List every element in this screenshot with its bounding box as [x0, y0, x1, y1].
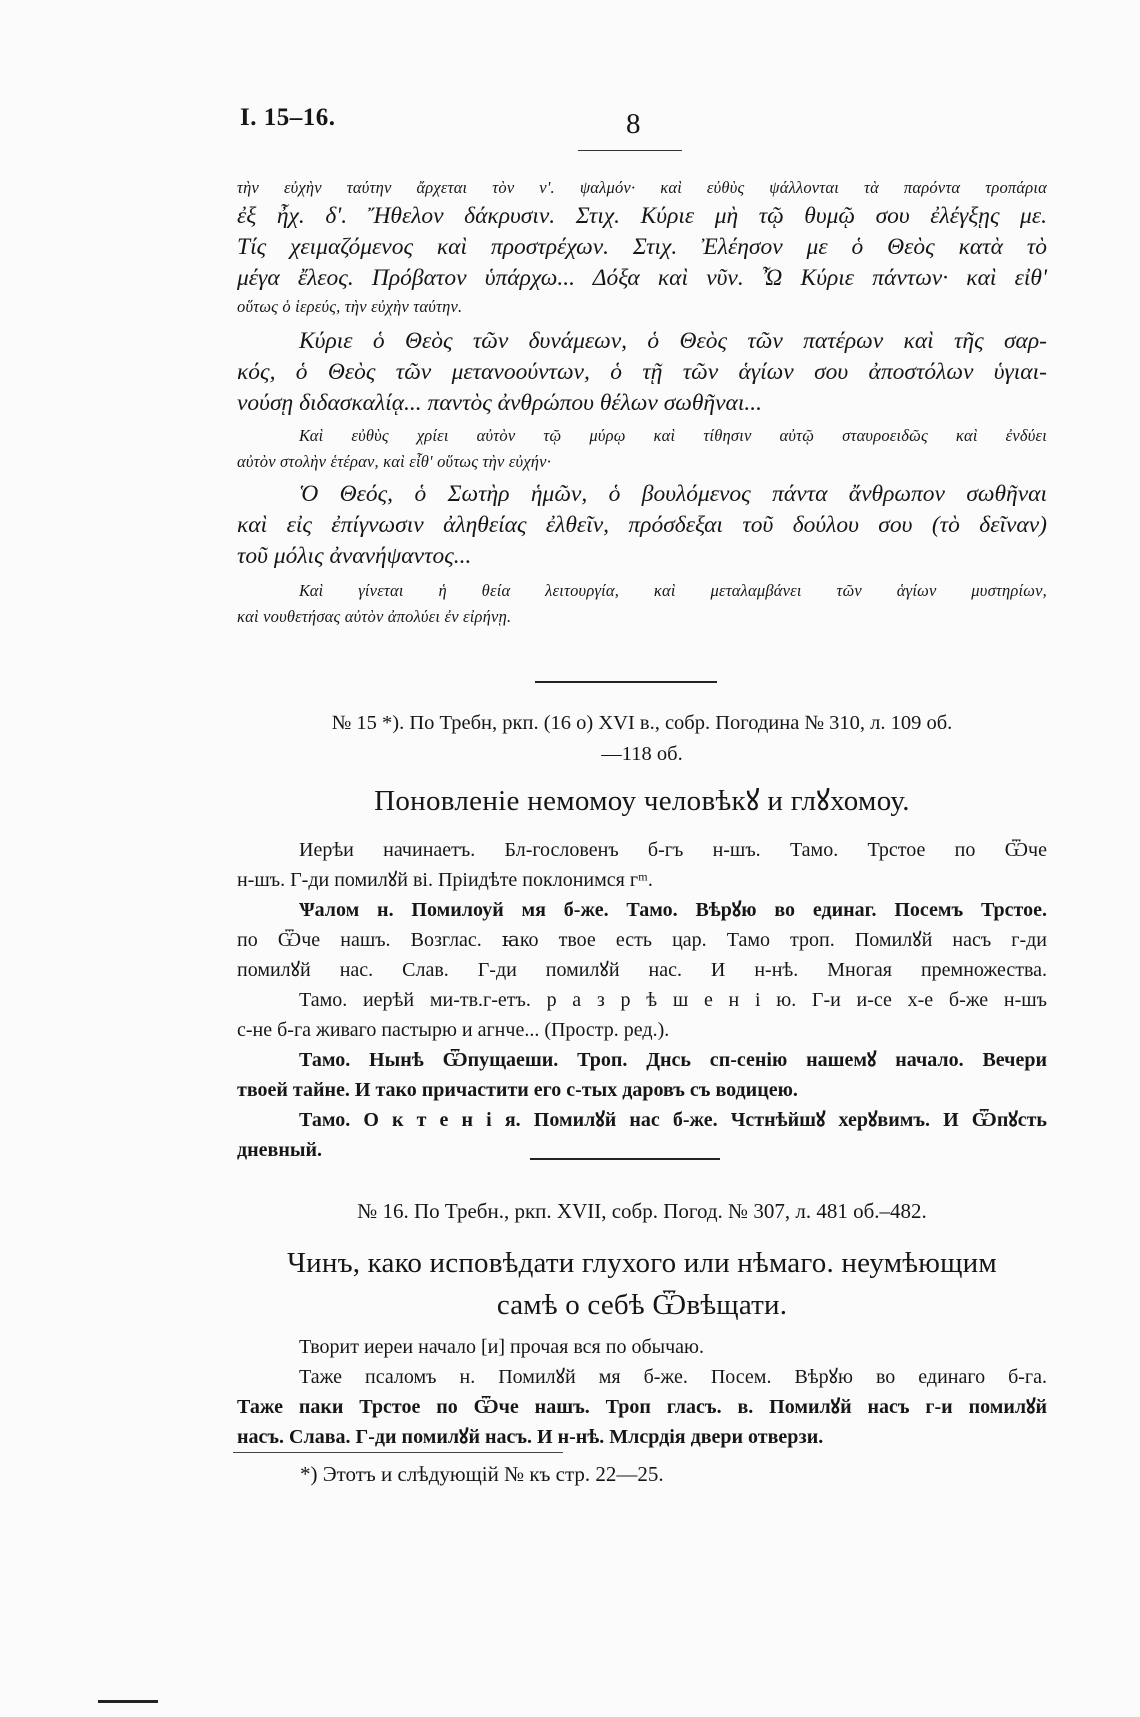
footnote-rule [233, 1452, 563, 1453]
greek-prayer-line: τοῦ μόλις ἀνανήψαντος... [237, 543, 472, 569]
text-line: Тамо. Нынѣ Ѿпущаеши. Троп. Днсь сп-сенію нашемꙋ начало. Вечери [299, 1049, 1047, 1071]
text-line: по Ѿче нашъ. Возглас. ꙗко твое есть цар. Тамо троп. Помилꙋй насъ г-ди [237, 929, 1047, 951]
citation-line: № 15 *). По Требн, ркп. (16 о) XVI в., собр. Погодина № 310, л. 109 об. [331, 712, 953, 734]
text-line: Таже паки Трстое по Ѿче нашъ. Троп гласъ. в. Помилꙋй насъ г-и помилꙋй [237, 1396, 1047, 1418]
greek-prayer-line: νούσῃ διδασκαλίᾳ... παντὸς ἀνθρώπου θέλων σωθῆναι... [237, 390, 763, 416]
greek-line: Τίς χειμαζόμενος καὶ προστρέχων. Στιχ. Ἐλέησον με ὁ Θεὸς κατὰ τὸ [237, 234, 1047, 260]
greek-rubric-line: αὐτὸν στολὴν ἑτέραν, καὶ εἶθ' οὕτως τὴν εὐχήν· [237, 452, 552, 471]
greek-rubric-line: καὶ νουθετήσας αὐτὸν ἀπολύει ἐν εἰρήνῃ. [237, 607, 512, 626]
text-line: твоей тайне. И тако причастити его с-тых даровъ съ водицею. [237, 1079, 798, 1101]
text-line: н-шъ. Г-ди помилꙋй ві. Пріидѣте поклонимся гᵐ. [237, 869, 653, 891]
greek-rubric-line: οὕτως ὁ ἱερεύς, τὴν εὐχὴν ταύτην. [237, 297, 463, 316]
title-line: самѣ о себѣ Ѿвѣщати. [496, 1289, 788, 1321]
greek-rubric-line: Καὶ γίνεται ἡ θεία λειτουργία, καὶ μεταλαμβάνει τῶν ἁγίων μυστηρίων, [299, 581, 1047, 600]
greek-prayer-line: Κύριε ὁ Θεὸς τῶν δυνάμεων, ὁ Θεὸς τῶν πατέρων καὶ τῆς σαρ- [299, 328, 1047, 354]
text-line: Творит иереи начало [и] прочая вся по обычаю. [299, 1336, 704, 1358]
page-number: 8 [626, 108, 641, 140]
greek-text-block [237, 175, 1047, 630]
header-rule [578, 150, 682, 151]
text-line: насъ. Слава. Г-ди помилꙋй насъ. И н-нѣ. Млсрдія двери отверзи. [237, 1426, 824, 1448]
greek-line: μέγα ἔλεος. Πρόβατον ὑπάρχω... Δόξα καὶ νῦν. Ὦ Κύριε πάντων· καὶ εἰθ' [237, 265, 1047, 291]
section-separator [535, 681, 717, 683]
citation-line: —118 об. [601, 743, 683, 765]
text-line: Таже псаломъ н. Помилꙋй мя б-же. Посем. Вѣрꙋю во единаго б-га. [299, 1366, 1047, 1388]
text-line: Тамо. О к т е н і я. Помилꙋй нас б-же. Чстнѣйшꙋ херꙋвимъ. И Ѿпꙋсть [299, 1109, 1047, 1131]
greek-prayer-line: κός, ὁ Θεὸς τῶν μετανοούντων, ὁ τῇ τῶν ἁγίων σου ἀποστόλων ὑγιαι- [237, 359, 1047, 385]
text-line: Иерѣи начинаетъ. Бл-гословенъ б-гъ н-шъ. Тамо. Трстое по Ѿче [299, 839, 1047, 861]
section16-title [232, 1242, 1052, 1326]
section16-body [237, 1332, 1047, 1452]
text-line: помилꙋй нас. Слав. Г-ди помилꙋй нас. И н-нѣ. Многая премножества. [237, 959, 1047, 981]
text-line: с-не б-га живаго пастырю и агнче... (Простр. ред.). [237, 1019, 670, 1041]
text-line: дневный. [237, 1139, 322, 1161]
footnote: *) Этотъ и слѣдующій № къ стр. 22—25. [300, 1462, 664, 1486]
scan-edge-mark [98, 1700, 158, 1703]
greek-line: ἐξ ἦχ. δ'. Ἤθελον δάκρυσιν. Στιχ. Κύριε μὴ τῷ θυμῷ σου ἐλέγξῃς με. [237, 203, 1047, 229]
section15-title: Поновленіе немомоу человѣкꙋ и глꙋхомоу. [374, 785, 910, 817]
section-separator [530, 1158, 720, 1160]
greek-prayer-line: καὶ εἰς ἐπίγνωσιν ἀληθείας ἐλθεῖν, πρόσδεξαι τοῦ δούλου σου (τὸ δεῖναν) [237, 512, 1047, 538]
text-line: Ѱалом н. Помилоуй мя б-же. Тамо. Вѣрꙋю во единаг. Посемъ Трстое. [299, 899, 1047, 921]
running-header-ref: I. 15–16. [240, 104, 336, 131]
section15-body [237, 835, 1047, 1165]
section15-citation [237, 708, 1047, 770]
greek-prayer-line: Ὁ Θεός, ὁ Σωτὴρ ἡμῶν, ὁ βουλόμενος πάντα ἄνθρωπον σωθῆναι [299, 481, 1047, 507]
text-line: Тамо. иерѣй ми-тв.г-етъ. р а з р ѣ ш е н і ю. Г-и и-се х-е б-же н-шъ [299, 989, 1047, 1011]
title-line: Чинъ, како исповѣдати глухого или нѣмаго. неумѣющим [287, 1247, 997, 1279]
greek-rubric-line: Καὶ εὐθὺς χρίει αὐτὸν τῷ μύρῳ καὶ τίθησιν αὐτῷ σταυροειδῶς καὶ ἐνδύει [299, 426, 1047, 445]
section16-citation: № 16. По Требн., ркп. XVII, собр. Погод. № 307, л. 481 об.–482. [357, 1199, 927, 1223]
greek-rubric-line: τὴν εὐχὴν ταύτην ἄρχεται τὸν ν'. ψαλμόν· καὶ εὐθὺς ψάλλονται τὰ παρόντα τροπάρια [237, 178, 1047, 197]
